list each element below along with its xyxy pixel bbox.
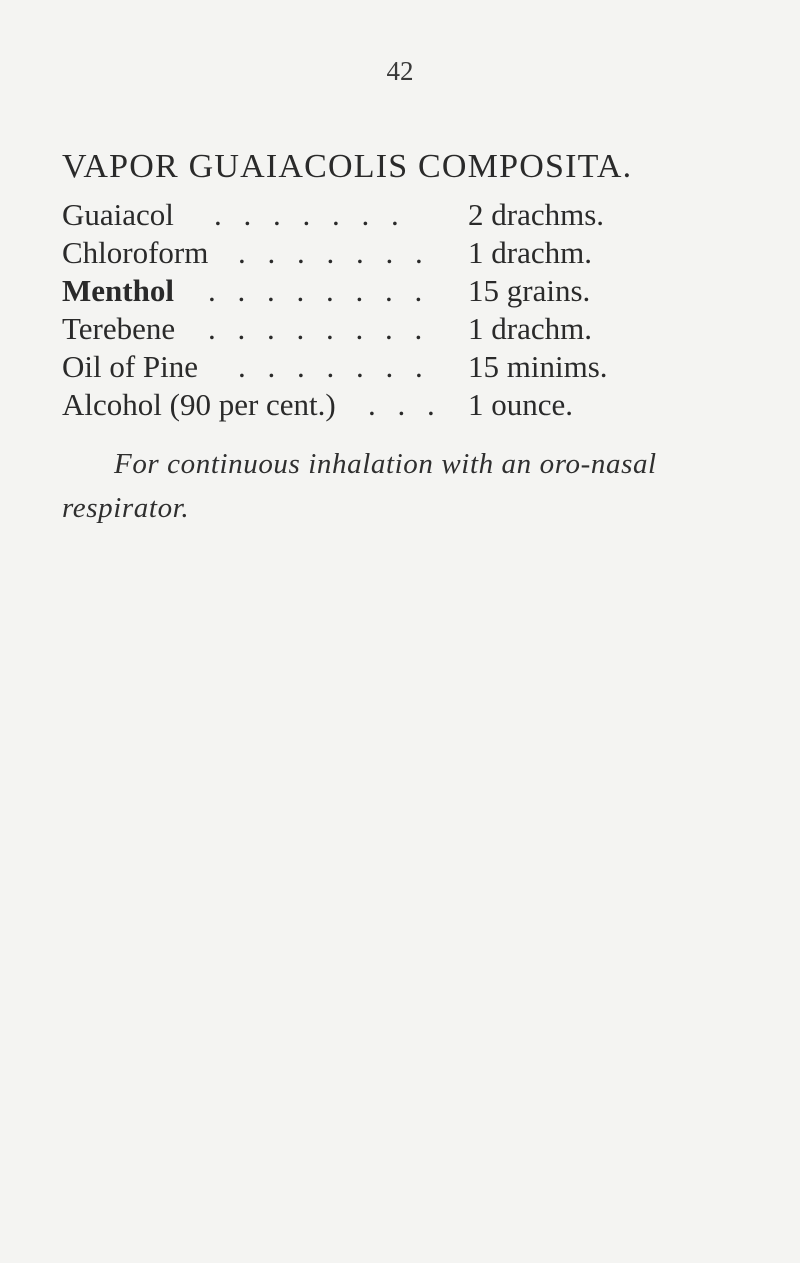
formula-row-guaiacol <box>62 196 762 234</box>
ingredient-quantity: 15 minims. <box>468 349 608 384</box>
formula-list <box>62 196 762 424</box>
dot-leader: . . . . . . . . <box>208 311 430 346</box>
dot-leader: . . . . . . . <box>214 197 406 232</box>
formula-title: VAPOR GUAIACOLIS COMPOSITA. <box>62 148 633 185</box>
ingredient-quantity: 15 grains. <box>468 273 591 308</box>
ingredient-name: Oil of Pine <box>62 349 199 384</box>
ingredient-quantity: 1 drachm. <box>468 235 592 270</box>
ingredient-quantity: 1 drachm. <box>468 311 592 346</box>
ingredient-quantity: 1 ounce. <box>468 387 574 422</box>
ingredient-quantity: 2 drachms. <box>468 197 605 232</box>
usage-note: For continuous inhalation with an oro-nasal respirator. <box>62 448 657 524</box>
formula-row-terebene <box>62 310 762 348</box>
dot-leader: . . . . . . . <box>238 349 430 384</box>
dot-leader: . . . <box>368 387 442 422</box>
ingredient-name: Chloroform <box>62 235 209 270</box>
ingredient-name: Alcohol (90 per cent.) <box>62 387 336 422</box>
ingredient-name: Menthol <box>62 273 174 308</box>
formula-row-menthol <box>62 272 762 310</box>
formula-row-oil-of-pine <box>62 348 762 386</box>
ingredient-name: Guaiacol <box>62 197 174 232</box>
ingredient-name: Terebene <box>62 311 176 346</box>
formula-row-alcohol <box>62 386 762 424</box>
page-number: 42 <box>386 56 414 86</box>
dot-leader: . . . . . . . . <box>208 273 430 308</box>
dot-leader: . . . . . . . <box>238 235 430 270</box>
formula-row-chloroform <box>62 234 762 272</box>
